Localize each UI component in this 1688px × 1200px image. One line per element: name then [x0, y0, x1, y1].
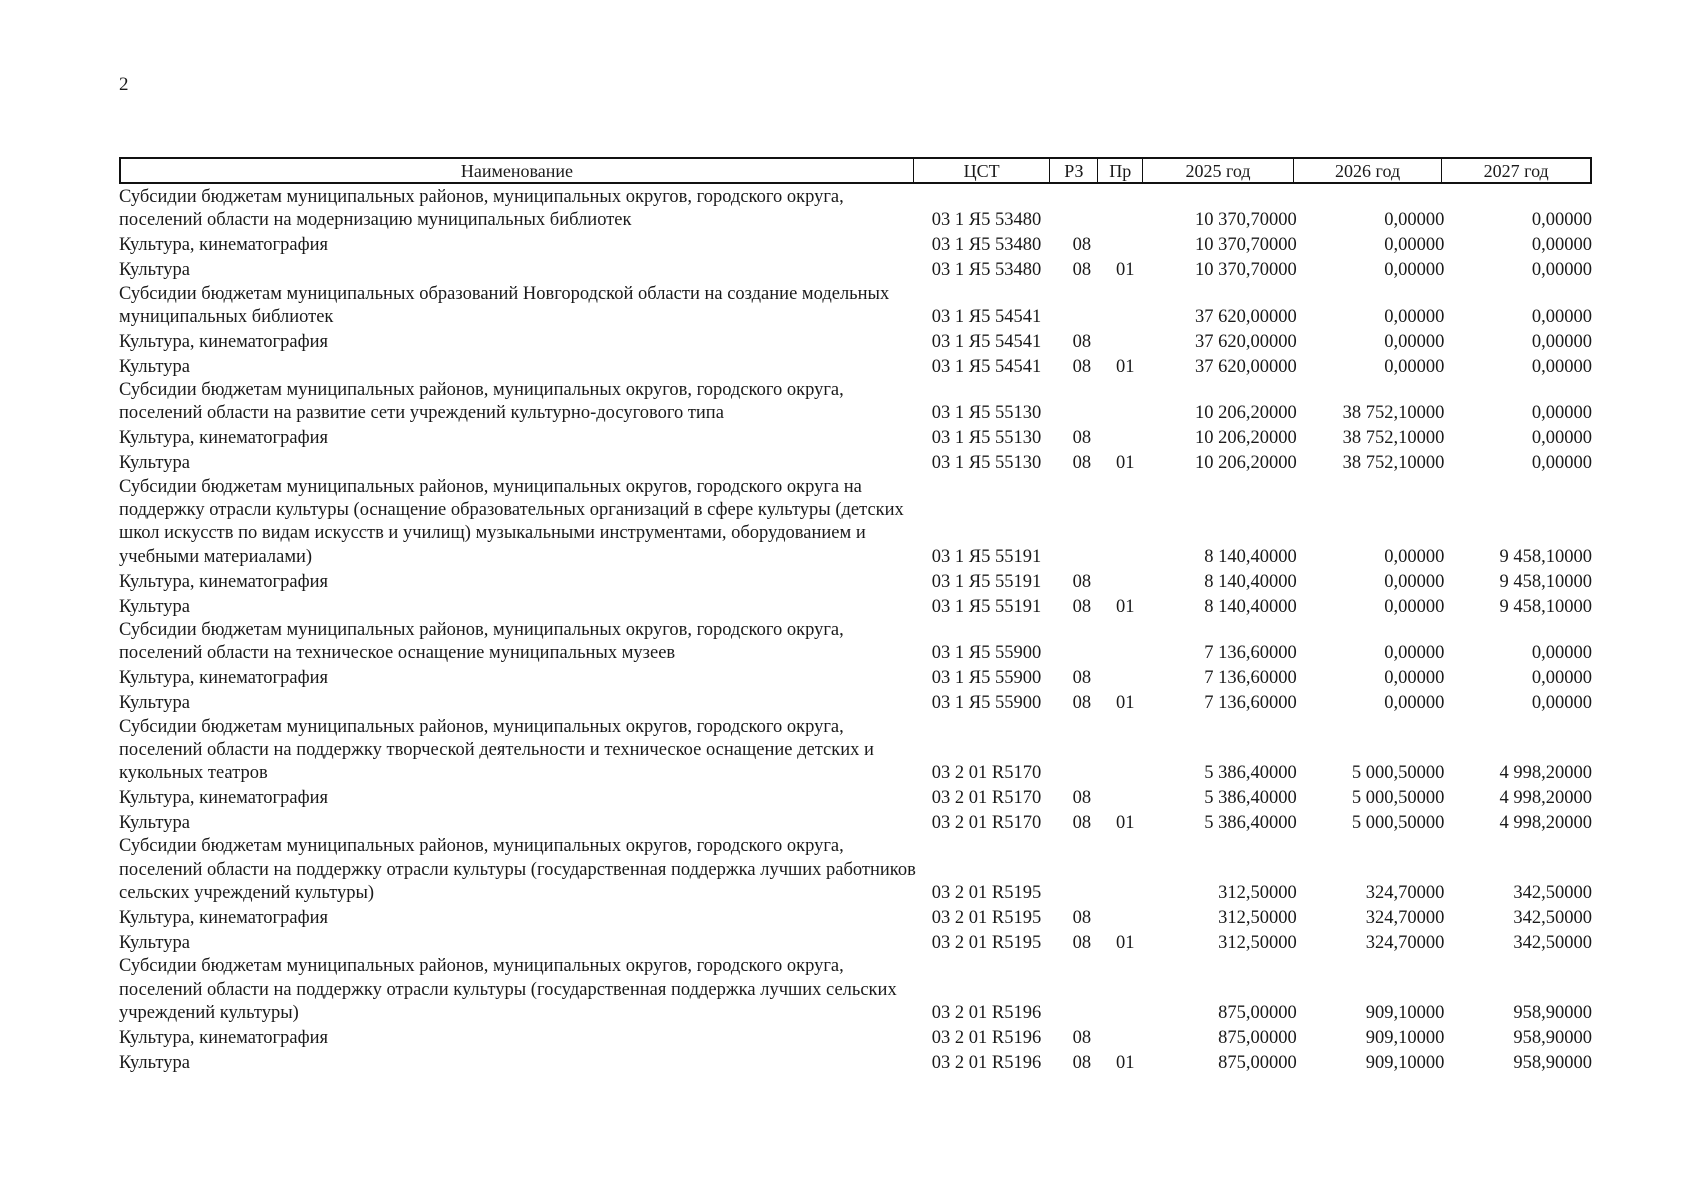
row-value-2026: 0,00000 [1384, 668, 1445, 689]
row-value-2025: 10 370,70000 [1195, 210, 1297, 231]
row-value-2026: 38 752,10000 [1342, 428, 1445, 449]
row-name: Культура [119, 596, 190, 617]
row-value-2025: 10 370,70000 [1195, 235, 1297, 256]
table-row [119, 810, 1592, 835]
row-cst: 03 1 Я5 53480 [931, 260, 1042, 281]
row-cst: 03 1 Я5 55191 [931, 596, 1042, 617]
table-row [119, 835, 1592, 905]
table-row [119, 283, 1592, 330]
row-cst: 03 2 01 R5170 [931, 813, 1042, 834]
row-value-2025: 37 620,00000 [1195, 306, 1297, 327]
row-cst: 03 2 01 R5195 [931, 908, 1042, 929]
row-cst: 03 1 Я5 55900 [931, 643, 1042, 664]
row-value-2027: 4 998,20000 [1499, 813, 1592, 834]
row-value-2026: 324,70000 [1365, 883, 1445, 904]
row-pr: 01 [1116, 933, 1135, 954]
table-row [119, 955, 1592, 1025]
row-value-2026: 0,00000 [1384, 331, 1445, 352]
row-cst: 03 1 Я5 55130 [931, 403, 1042, 424]
row-rz: 08 [1072, 813, 1092, 834]
row-rz: 08 [1072, 1052, 1092, 1073]
table-row [119, 233, 1592, 258]
row-cst: 03 2 01 R5196 [931, 1052, 1042, 1073]
row-name: Культура, кинематография [119, 571, 329, 592]
row-value-2027: 0,00000 [1531, 210, 1592, 231]
row-name: Культура [119, 693, 190, 714]
row-rz: 08 [1072, 453, 1092, 474]
row-value-2025: 8 140,40000 [1204, 596, 1297, 617]
row-name: Культура, кинематография [119, 908, 329, 929]
row-value-2025: 10 370,70000 [1195, 260, 1297, 281]
row-value-2026: 909,10000 [1365, 1052, 1445, 1073]
header-cst: ЦСТ [914, 159, 1051, 182]
row-value-2025: 875,00000 [1218, 1027, 1297, 1048]
row-value-2026: 38 752,10000 [1342, 453, 1445, 474]
row-value-2027: 0,00000 [1531, 428, 1592, 449]
row-value-2026: 0,00000 [1384, 643, 1445, 664]
row-name: Культура [119, 260, 190, 281]
row-value-2027: 4 998,20000 [1499, 763, 1592, 784]
row-value-2026: 5 000,50000 [1351, 763, 1445, 784]
row-value-2027: 342,50000 [1513, 933, 1592, 954]
table-row [119, 594, 1592, 619]
row-value-2025: 5 386,40000 [1204, 813, 1297, 834]
row-value-2027: 0,00000 [1531, 403, 1592, 424]
row-cst: 03 2 01 R5170 [931, 763, 1042, 784]
table-row [119, 186, 1592, 233]
row-pr: 01 [1116, 693, 1135, 714]
row-name: Субсидии бюджетам муниципальных районов, муниципальных округов, городского округа, поселений области на техническое оснащение муниципальных музеев [119, 619, 844, 664]
row-value-2026: 0,00000 [1384, 235, 1445, 256]
table-header [119, 157, 1592, 184]
row-value-2025: 8 140,40000 [1204, 546, 1297, 567]
row-name: Культура, кинематография [119, 235, 329, 256]
row-value-2025: 312,50000 [1218, 883, 1297, 904]
row-pr: 01 [1116, 260, 1135, 281]
row-value-2025: 5 386,40000 [1204, 788, 1297, 809]
row-value-2026: 0,00000 [1384, 571, 1445, 592]
row-name: Культура, кинематография [119, 331, 329, 352]
row-cst: 03 1 Я5 55900 [931, 693, 1042, 714]
header-pr: Пр [1098, 159, 1143, 182]
row-name: Субсидии бюджетам муниципальных районов, муниципальных округов, городского округа на поддержку отрасли культуры (оснащение образовательных организаций в сфере культуры (детских школ искусств по видам искусств и училищ) музыкальными инструментами, оборудованием и учебными материалами) [119, 476, 904, 567]
row-value-2026: 0,00000 [1384, 693, 1445, 714]
row-value-2026: 38 752,10000 [1342, 403, 1445, 424]
row-value-2027: 0,00000 [1531, 693, 1592, 714]
table-body [119, 186, 1592, 1075]
row-value-2026: 324,70000 [1365, 908, 1445, 929]
row-cst: 03 1 Я5 53480 [931, 235, 1042, 256]
row-value-2026: 0,00000 [1384, 210, 1445, 231]
row-rz: 08 [1072, 693, 1092, 714]
row-pr: 01 [1116, 356, 1135, 377]
row-value-2027: 342,50000 [1513, 883, 1592, 904]
row-name: Культура, кинематография [119, 668, 329, 689]
row-value-2025: 37 620,00000 [1195, 356, 1297, 377]
row-name: Культура, кинематография [119, 788, 329, 809]
row-name: Культура [119, 453, 190, 474]
row-name: Субсидии бюджетам муниципальных районов, муниципальных округов, городского округа, поселений области на поддержку отрасли культуры (государственная поддержка лучших сельских учреждений культуры) [119, 956, 897, 1023]
row-cst: 03 2 01 R5195 [931, 883, 1042, 904]
row-value-2025: 8 140,40000 [1204, 571, 1297, 592]
row-pr: 01 [1116, 1052, 1135, 1073]
row-name: Культура, кинематография [119, 1027, 329, 1048]
table-row [119, 476, 1592, 569]
row-value-2027: 342,50000 [1513, 908, 1592, 929]
table-row [119, 1050, 1592, 1075]
row-value-2025: 10 206,20000 [1195, 403, 1297, 424]
table-row [119, 930, 1592, 955]
row-cst: 03 1 Я5 54541 [931, 331, 1042, 352]
row-name: Культура [119, 356, 190, 377]
row-value-2027: 9 458,10000 [1499, 571, 1592, 592]
table-row [119, 451, 1592, 476]
row-name: Культура, кинематография [119, 428, 329, 449]
row-value-2027: 958,90000 [1513, 1002, 1592, 1023]
row-pr: 01 [1116, 596, 1135, 617]
row-value-2025: 7 136,60000 [1204, 668, 1297, 689]
row-cst: 03 2 01 R5170 [931, 788, 1042, 809]
row-value-2026: 0,00000 [1384, 356, 1445, 377]
row-pr: 01 [1116, 813, 1135, 834]
table-row [119, 691, 1592, 716]
table-row [119, 666, 1592, 691]
table-row [119, 569, 1592, 594]
row-rz: 08 [1072, 668, 1092, 689]
row-value-2025: 875,00000 [1218, 1002, 1297, 1023]
row-value-2025: 312,50000 [1218, 933, 1297, 954]
table-row [119, 1025, 1592, 1050]
table-row [119, 329, 1592, 354]
row-rz: 08 [1072, 1027, 1092, 1048]
table-row [119, 258, 1592, 283]
row-value-2026: 0,00000 [1384, 260, 1445, 281]
row-name: Субсидии бюджетам муниципальных районов, муниципальных округов, городского округа, поселений области на поддержку творческой деятельности и техническое оснащение детских и кукольных театров [119, 716, 874, 784]
row-rz: 08 [1072, 788, 1092, 809]
row-rz: 08 [1072, 933, 1092, 954]
row-value-2027: 958,90000 [1513, 1052, 1592, 1073]
row-cst: 03 1 Я5 54541 [931, 356, 1042, 377]
row-value-2026: 5 000,50000 [1351, 788, 1445, 809]
row-cst: 03 1 Я5 54541 [931, 306, 1042, 327]
row-value-2026: 0,00000 [1384, 596, 1445, 617]
row-value-2025: 10 206,20000 [1195, 428, 1297, 449]
row-value-2027: 958,90000 [1513, 1027, 1592, 1048]
row-value-2026: 909,10000 [1365, 1002, 1445, 1023]
row-rz: 08 [1072, 331, 1092, 352]
row-value-2025: 5 386,40000 [1204, 763, 1297, 784]
row-name: Культура [119, 813, 190, 834]
header-2026: 2026 год [1294, 159, 1443, 182]
row-value-2027: 9 458,10000 [1499, 546, 1592, 567]
row-value-2027: 0,00000 [1531, 453, 1592, 474]
row-cst: 03 2 01 R5196 [931, 1027, 1042, 1048]
row-value-2025: 875,00000 [1218, 1052, 1297, 1073]
header-rz: РЗ [1050, 159, 1098, 182]
row-name: Субсидии бюджетам муниципальных образований Новгородской области на создание модельных муниципальных библиотек [119, 283, 890, 327]
row-value-2027: 4 998,20000 [1499, 788, 1592, 809]
row-rz: 08 [1072, 260, 1092, 281]
table-row [119, 905, 1592, 930]
row-cst: 03 1 Я5 55130 [931, 428, 1042, 449]
row-value-2027: 0,00000 [1531, 235, 1592, 256]
row-value-2027: 0,00000 [1531, 668, 1592, 689]
row-value-2025: 312,50000 [1218, 908, 1297, 929]
row-cst: 03 1 Я5 55191 [931, 571, 1042, 592]
table-row [119, 785, 1592, 810]
row-name: Субсидии бюджетам муниципальных районов, муниципальных округов, городского округа, поселений области на модернизацию муниципальных библиотек [119, 187, 844, 231]
row-name: Субсидии бюджетам муниципальных районов, муниципальных округов, городского округа, поселений области на поддержку отрасли культуры (государственная поддержка лучших работников сельских учреждений культуры) [119, 836, 916, 904]
row-value-2026: 0,00000 [1384, 546, 1445, 567]
row-cst: 03 1 Я5 55900 [931, 668, 1042, 689]
row-value-2027: 0,00000 [1531, 643, 1592, 664]
row-value-2025: 7 136,60000 [1204, 693, 1297, 714]
row-cst: 03 1 Я5 55191 [931, 546, 1042, 567]
row-value-2027: 0,00000 [1531, 260, 1592, 281]
row-rz: 08 [1072, 428, 1092, 449]
row-value-2027: 0,00000 [1531, 306, 1592, 327]
row-pr: 01 [1116, 453, 1135, 474]
row-value-2025: 7 136,60000 [1204, 643, 1297, 664]
row-value-2025: 10 206,20000 [1195, 453, 1297, 474]
row-rz: 08 [1072, 596, 1092, 617]
header-2027: 2027 год [1483, 161, 1549, 181]
row-value-2025: 37 620,00000 [1195, 331, 1297, 352]
row-rz: 08 [1072, 571, 1092, 592]
table-row [119, 619, 1592, 666]
row-rz: 08 [1072, 356, 1092, 377]
row-name: Культура [119, 933, 190, 954]
row-rz: 08 [1072, 235, 1092, 256]
row-value-2026: 909,10000 [1365, 1027, 1445, 1048]
row-cst: 03 1 Я5 53480 [931, 210, 1042, 231]
row-value-2026: 0,00000 [1384, 306, 1445, 327]
table-row [119, 426, 1592, 451]
row-rz: 08 [1072, 908, 1092, 929]
header-2025: 2025 год [1143, 159, 1294, 182]
header-name: Наименование [121, 159, 914, 182]
table-row [119, 354, 1592, 379]
page-number: 2 [119, 74, 129, 95]
row-value-2027: 0,00000 [1531, 331, 1592, 352]
table-row [119, 379, 1592, 426]
row-name: Субсидии бюджетам муниципальных районов, муниципальных округов, городского округа, поселений области на развитие сети учреждений культурно-досугового типа [119, 380, 844, 424]
row-value-2026: 324,70000 [1365, 933, 1445, 954]
row-cst: 03 1 Я5 55130 [931, 453, 1042, 474]
row-value-2027: 9 458,10000 [1499, 596, 1592, 617]
row-name: Культура [119, 1052, 190, 1073]
row-value-2026: 5 000,50000 [1351, 813, 1445, 834]
row-cst: 03 2 01 R5195 [931, 933, 1042, 954]
row-cst: 03 2 01 R5196 [931, 1002, 1042, 1023]
row-value-2027: 0,00000 [1531, 356, 1592, 377]
table-row [119, 716, 1592, 786]
